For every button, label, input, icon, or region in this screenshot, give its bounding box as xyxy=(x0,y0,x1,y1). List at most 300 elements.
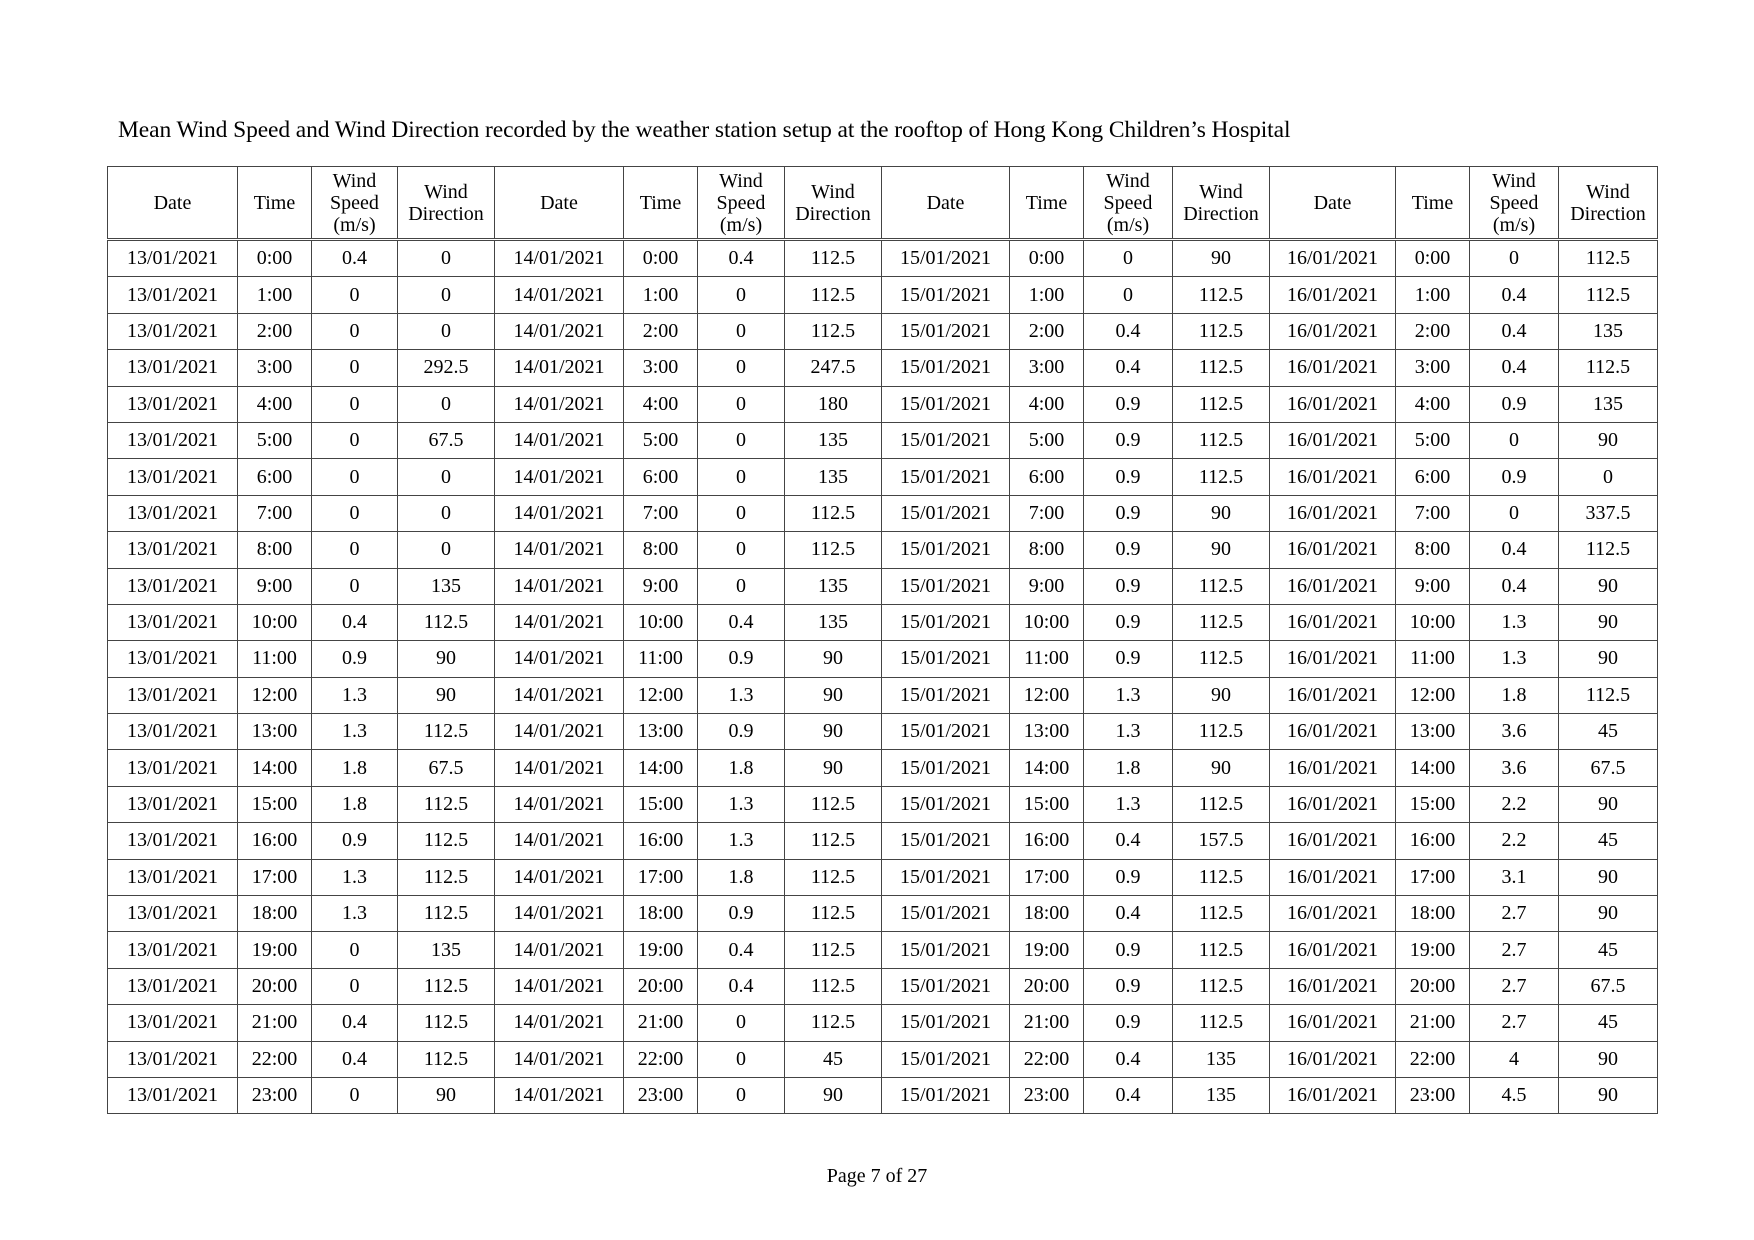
wind-speed-cell: 0.4 xyxy=(312,240,398,277)
table-row xyxy=(108,714,1658,750)
header-date xyxy=(108,167,238,240)
wind-speed-cell: 0 xyxy=(312,459,398,495)
wind-speed-cell: 0.9 xyxy=(1084,422,1173,458)
date-cell: 15/01/2021 xyxy=(882,459,1010,495)
time-cell: 6:00 xyxy=(1010,459,1084,495)
wind-direction-cell: 112.5 xyxy=(1173,968,1270,1004)
wind-speed-cell: 0 xyxy=(1084,240,1173,277)
wind-speed-cell: 1.8 xyxy=(312,750,398,786)
wind-speed-cell: 0.4 xyxy=(312,1005,398,1041)
time-cell: 13:00 xyxy=(624,714,698,750)
date-cell: 14/01/2021 xyxy=(495,313,624,349)
time-cell: 11:00 xyxy=(1010,641,1084,677)
wind-direction-cell: 90 xyxy=(1173,240,1270,277)
time-cell: 11:00 xyxy=(1396,641,1470,677)
wind-speed-cell: 1.3 xyxy=(698,823,785,859)
wind-direction-cell: 0 xyxy=(398,459,495,495)
wind-speed-cell: 0.4 xyxy=(1084,313,1173,349)
date-cell: 15/01/2021 xyxy=(882,968,1010,1004)
wind-direction-cell: 90 xyxy=(1559,786,1658,822)
wind-speed-cell: 0.4 xyxy=(1470,350,1559,386)
wind-direction-cell: 337.5 xyxy=(1559,495,1658,531)
table-row xyxy=(108,859,1658,895)
date-cell: 16/01/2021 xyxy=(1270,277,1396,313)
date-cell: 13/01/2021 xyxy=(108,750,238,786)
wind-direction-cell: 135 xyxy=(785,422,882,458)
wind-speed-cell: 0.9 xyxy=(312,823,398,859)
wind-speed-cell: 1.3 xyxy=(312,677,398,713)
wind-direction-cell: 157.5 xyxy=(1173,823,1270,859)
wind-direction-cell: 67.5 xyxy=(398,750,495,786)
time-cell: 18:00 xyxy=(624,896,698,932)
wind-speed-cell: 1.8 xyxy=(698,859,785,895)
date-cell: 15/01/2021 xyxy=(882,677,1010,713)
header-text: Wind xyxy=(1586,180,1630,203)
time-cell: 2:00 xyxy=(238,313,312,349)
wind-speed-cell: 1.8 xyxy=(1470,677,1559,713)
time-cell: 0:00 xyxy=(1010,240,1084,277)
wind-speed-cell: 0.4 xyxy=(698,932,785,968)
time-cell: 5:00 xyxy=(238,422,312,458)
wind-speed-cell: 0.4 xyxy=(698,968,785,1004)
wind-speed-cell: 1.8 xyxy=(1084,750,1173,786)
header-text: Wind xyxy=(332,169,377,192)
time-cell: 17:00 xyxy=(1010,859,1084,895)
wind-speed-cell: 0 xyxy=(698,313,785,349)
table-row xyxy=(108,495,1658,531)
wind-speed-cell: 0.9 xyxy=(1084,641,1173,677)
date-cell: 16/01/2021 xyxy=(1270,532,1396,568)
header-text: Wind xyxy=(424,180,468,203)
wind-direction-cell: 90 xyxy=(1173,495,1270,531)
time-cell: 17:00 xyxy=(238,859,312,895)
header-text: Wind xyxy=(1106,169,1150,192)
time-cell: 15:00 xyxy=(238,786,312,822)
time-cell: 21:00 xyxy=(1010,1005,1084,1041)
wind-speed-cell: 0 xyxy=(312,313,398,349)
header-time xyxy=(1010,167,1084,240)
table-title: Mean Wind Speed and Wind Direction recorded by the weather station setup at the rooftop of Hong Kong Children’s Hospital xyxy=(118,117,1291,143)
wind-speed-cell: 0.9 xyxy=(1084,459,1173,495)
wind-direction-cell: 112.5 xyxy=(785,240,882,277)
time-cell: 0:00 xyxy=(1396,240,1470,277)
wind-direction-cell: 45 xyxy=(785,1041,882,1077)
wind-speed-cell: 0 xyxy=(698,422,785,458)
time-cell: 22:00 xyxy=(1396,1041,1470,1077)
wind-direction-cell: 112.5 xyxy=(1173,786,1270,822)
date-cell: 14/01/2021 xyxy=(495,750,624,786)
wind-direction-cell: 112.5 xyxy=(785,896,882,932)
time-cell: 2:00 xyxy=(624,313,698,349)
wind-direction-cell: 112.5 xyxy=(398,786,495,822)
wind-speed-cell: 4.5 xyxy=(1470,1077,1559,1113)
header-text: Date xyxy=(540,191,578,214)
time-cell: 0:00 xyxy=(238,240,312,277)
wind-speed-cell: 2.2 xyxy=(1470,823,1559,859)
date-cell: 14/01/2021 xyxy=(495,896,624,932)
wind-direction-cell: 90 xyxy=(1559,896,1658,932)
wind-speed-cell: 0 xyxy=(1470,495,1559,531)
time-cell: 3:00 xyxy=(624,350,698,386)
wind-speed-cell: 0.9 xyxy=(1084,532,1173,568)
time-cell: 10:00 xyxy=(1396,604,1470,640)
table-row xyxy=(108,641,1658,677)
wind-speed-cell: 0.9 xyxy=(1084,859,1173,895)
wind-direction-cell: 180 xyxy=(785,386,882,422)
page-number: Page 7 of 27 xyxy=(826,1165,928,1187)
date-cell: 15/01/2021 xyxy=(882,750,1010,786)
date-cell: 15/01/2021 xyxy=(882,641,1010,677)
header-text: Wind xyxy=(1199,180,1243,203)
wind-speed-cell: 0.4 xyxy=(1084,1041,1173,1077)
wind-speed-cell: 0.4 xyxy=(1084,823,1173,859)
wind-direction-cell: 135 xyxy=(1173,1041,1270,1077)
wind-data-table xyxy=(107,166,1658,1114)
time-cell: 0:00 xyxy=(624,240,698,277)
wind-direction-cell: 112.5 xyxy=(1173,859,1270,895)
time-cell: 1:00 xyxy=(1010,277,1084,313)
date-cell: 16/01/2021 xyxy=(1270,495,1396,531)
time-cell: 21:00 xyxy=(624,1005,698,1041)
time-cell: 7:00 xyxy=(238,495,312,531)
time-cell: 22:00 xyxy=(238,1041,312,1077)
wind-direction-cell: 112.5 xyxy=(1173,459,1270,495)
header-wind-direction xyxy=(785,167,882,240)
date-cell: 15/01/2021 xyxy=(882,386,1010,422)
wind-speed-cell: 1.8 xyxy=(312,786,398,822)
wind-direction-cell: 0 xyxy=(398,240,495,277)
time-cell: 15:00 xyxy=(1396,786,1470,822)
wind-direction-cell: 112.5 xyxy=(1173,386,1270,422)
time-cell: 2:00 xyxy=(1010,313,1084,349)
wind-speed-cell: 0.4 xyxy=(698,240,785,277)
table-row xyxy=(108,677,1658,713)
wind-speed-cell: 1.3 xyxy=(698,786,785,822)
time-cell: 15:00 xyxy=(624,786,698,822)
date-cell: 16/01/2021 xyxy=(1270,604,1396,640)
time-cell: 19:00 xyxy=(1010,932,1084,968)
header-time xyxy=(624,167,698,240)
wind-direction-cell: 112.5 xyxy=(1173,350,1270,386)
wind-speed-cell: 0 xyxy=(1470,422,1559,458)
date-cell: 13/01/2021 xyxy=(108,823,238,859)
time-cell: 12:00 xyxy=(1010,677,1084,713)
time-cell: 22:00 xyxy=(624,1041,698,1077)
header-wind-speed xyxy=(1084,167,1173,240)
wind-speed-cell: 1.3 xyxy=(312,859,398,895)
date-cell: 16/01/2021 xyxy=(1270,568,1396,604)
time-cell: 13:00 xyxy=(1396,714,1470,750)
header-wind-direction xyxy=(398,167,495,240)
time-cell: 15:00 xyxy=(1010,786,1084,822)
date-cell: 13/01/2021 xyxy=(108,1041,238,1077)
table-row xyxy=(108,313,1658,349)
header-text: Direction xyxy=(408,202,484,225)
date-cell: 13/01/2021 xyxy=(108,786,238,822)
wind-speed-cell: 0.4 xyxy=(1084,1077,1173,1113)
date-cell: 14/01/2021 xyxy=(495,932,624,968)
time-cell: 10:00 xyxy=(238,604,312,640)
date-cell: 14/01/2021 xyxy=(495,1041,624,1077)
time-cell: 4:00 xyxy=(1010,386,1084,422)
date-cell: 14/01/2021 xyxy=(495,641,624,677)
header-text: Direction xyxy=(1183,202,1259,225)
time-cell: 6:00 xyxy=(624,459,698,495)
table-row xyxy=(108,896,1658,932)
wind-direction-cell: 45 xyxy=(1559,823,1658,859)
wind-direction-cell: 90 xyxy=(1559,859,1658,895)
time-cell: 3:00 xyxy=(1010,350,1084,386)
date-cell: 13/01/2021 xyxy=(108,240,238,277)
time-cell: 8:00 xyxy=(1396,532,1470,568)
table-row xyxy=(108,386,1658,422)
wind-speed-cell: 1.3 xyxy=(1084,677,1173,713)
date-cell: 13/01/2021 xyxy=(108,677,238,713)
time-cell: 1:00 xyxy=(624,277,698,313)
wind-speed-cell: 2.7 xyxy=(1470,932,1559,968)
time-cell: 8:00 xyxy=(238,532,312,568)
wind-direction-cell: 90 xyxy=(1173,750,1270,786)
wind-direction-cell: 90 xyxy=(1559,604,1658,640)
header-text: (m/s) xyxy=(1106,213,1150,236)
date-cell: 16/01/2021 xyxy=(1270,859,1396,895)
wind-direction-cell: 112.5 xyxy=(1173,896,1270,932)
header-wind-direction xyxy=(1559,167,1658,240)
wind-speed-cell: 0.9 xyxy=(312,641,398,677)
time-cell: 23:00 xyxy=(1010,1077,1084,1113)
wind-speed-cell: 1.3 xyxy=(312,714,398,750)
wind-direction-cell: 90 xyxy=(398,641,495,677)
time-cell: 11:00 xyxy=(238,641,312,677)
header-wind-speed xyxy=(1470,167,1559,240)
date-cell: 16/01/2021 xyxy=(1270,459,1396,495)
wind-direction-cell: 112.5 xyxy=(785,532,882,568)
date-cell: 16/01/2021 xyxy=(1270,641,1396,677)
wind-direction-cell: 45 xyxy=(1559,1005,1658,1041)
wind-direction-cell: 112.5 xyxy=(398,823,495,859)
wind-direction-cell: 90 xyxy=(785,714,882,750)
date-cell: 13/01/2021 xyxy=(108,714,238,750)
date-cell: 13/01/2021 xyxy=(108,1077,238,1113)
time-cell: 4:00 xyxy=(624,386,698,422)
wind-speed-cell: 0.9 xyxy=(1084,932,1173,968)
wind-direction-cell: 90 xyxy=(785,677,882,713)
header-text: Speed xyxy=(716,191,766,214)
wind-direction-cell: 0 xyxy=(398,277,495,313)
date-cell: 14/01/2021 xyxy=(495,1077,624,1113)
wind-direction-cell: 112.5 xyxy=(1173,604,1270,640)
date-cell: 13/01/2021 xyxy=(108,386,238,422)
wind-speed-cell: 0 xyxy=(312,932,398,968)
date-cell: 13/01/2021 xyxy=(108,641,238,677)
wind-direction-cell: 112.5 xyxy=(785,277,882,313)
wind-direction-cell: 67.5 xyxy=(1559,750,1658,786)
wind-speed-cell: 0 xyxy=(698,386,785,422)
date-cell: 15/01/2021 xyxy=(882,277,1010,313)
time-cell: 21:00 xyxy=(1396,1005,1470,1041)
wind-speed-cell: 2.7 xyxy=(1470,1005,1559,1041)
table-row xyxy=(108,568,1658,604)
time-cell: 20:00 xyxy=(238,968,312,1004)
time-cell: 1:00 xyxy=(238,277,312,313)
table-row xyxy=(108,1077,1658,1113)
wind-speed-cell: 0 xyxy=(698,568,785,604)
wind-speed-cell: 0.4 xyxy=(1470,532,1559,568)
wind-speed-cell: 0.9 xyxy=(698,714,785,750)
wind-speed-cell: 3.6 xyxy=(1470,714,1559,750)
time-cell: 3:00 xyxy=(238,350,312,386)
wind-speed-cell: 1.3 xyxy=(312,896,398,932)
header-text: (m/s) xyxy=(1492,213,1536,236)
wind-speed-cell: 0 xyxy=(698,277,785,313)
wind-direction-cell: 112.5 xyxy=(398,968,495,1004)
wind-direction-cell: 112.5 xyxy=(1559,532,1658,568)
time-cell: 18:00 xyxy=(1396,896,1470,932)
date-cell: 15/01/2021 xyxy=(882,422,1010,458)
wind-direction-cell: 0 xyxy=(398,495,495,531)
header-text: Time xyxy=(1025,191,1068,214)
header-text: Wind xyxy=(719,169,763,192)
wind-speed-cell: 2.7 xyxy=(1470,968,1559,1004)
time-cell: 17:00 xyxy=(1396,859,1470,895)
wind-speed-cell: 0.4 xyxy=(1470,568,1559,604)
date-cell: 13/01/2021 xyxy=(108,968,238,1004)
wind-direction-cell: 90 xyxy=(785,1077,882,1113)
date-cell: 15/01/2021 xyxy=(882,1005,1010,1041)
time-cell: 18:00 xyxy=(238,896,312,932)
time-cell: 5:00 xyxy=(1010,422,1084,458)
wind-speed-cell: 0.4 xyxy=(1470,277,1559,313)
wind-direction-cell: 247.5 xyxy=(785,350,882,386)
wind-speed-cell: 0 xyxy=(698,495,785,531)
wind-speed-cell: 0 xyxy=(312,495,398,531)
wind-speed-cell: 0 xyxy=(698,459,785,495)
date-cell: 14/01/2021 xyxy=(495,532,624,568)
wind-direction-cell: 135 xyxy=(1559,386,1658,422)
date-cell: 13/01/2021 xyxy=(108,495,238,531)
wind-direction-cell: 112.5 xyxy=(1173,422,1270,458)
date-cell: 14/01/2021 xyxy=(495,968,624,1004)
wind-speed-cell: 0 xyxy=(312,422,398,458)
date-cell: 16/01/2021 xyxy=(1270,786,1396,822)
date-cell: 13/01/2021 xyxy=(108,896,238,932)
wind-direction-cell: 112.5 xyxy=(1173,313,1270,349)
time-cell: 7:00 xyxy=(1396,495,1470,531)
time-cell: 13:00 xyxy=(1010,714,1084,750)
wind-speed-cell: 0.9 xyxy=(1470,386,1559,422)
date-cell: 15/01/2021 xyxy=(882,1077,1010,1113)
wind-speed-cell: 1.3 xyxy=(1084,786,1173,822)
wind-direction-cell: 112.5 xyxy=(398,1005,495,1041)
table-body xyxy=(108,240,1658,1114)
wind-direction-cell: 112.5 xyxy=(398,859,495,895)
wind-speed-cell: 0.9 xyxy=(1084,968,1173,1004)
header-text: Time xyxy=(253,191,296,214)
date-cell: 16/01/2021 xyxy=(1270,240,1396,277)
wind-direction-cell: 90 xyxy=(1559,1041,1658,1077)
time-cell: 14:00 xyxy=(238,750,312,786)
header-text: Wind xyxy=(811,180,855,203)
wind-direction-cell: 292.5 xyxy=(398,350,495,386)
time-cell: 16:00 xyxy=(238,823,312,859)
header-text: (m/s) xyxy=(333,213,376,236)
time-cell: 3:00 xyxy=(1396,350,1470,386)
header-text: Direction xyxy=(795,202,871,225)
date-cell: 14/01/2021 xyxy=(495,277,624,313)
wind-direction-cell: 45 xyxy=(1559,714,1658,750)
wind-direction-cell: 90 xyxy=(785,641,882,677)
table-row xyxy=(108,350,1658,386)
wind-direction-cell: 67.5 xyxy=(1559,968,1658,1004)
time-cell: 19:00 xyxy=(1396,932,1470,968)
time-cell: 16:00 xyxy=(624,823,698,859)
header-text: Time xyxy=(639,191,682,214)
header-text: Date xyxy=(926,191,965,214)
wind-direction-cell: 0 xyxy=(398,532,495,568)
wind-direction-cell: 112.5 xyxy=(1173,1005,1270,1041)
wind-direction-cell: 135 xyxy=(1559,313,1658,349)
time-cell: 8:00 xyxy=(624,532,698,568)
date-cell: 16/01/2021 xyxy=(1270,1077,1396,1113)
wind-direction-cell: 112.5 xyxy=(1173,641,1270,677)
wind-speed-cell: 3.1 xyxy=(1470,859,1559,895)
wind-direction-cell: 112.5 xyxy=(1173,568,1270,604)
wind-speed-cell: 0 xyxy=(312,277,398,313)
date-cell: 13/01/2021 xyxy=(108,277,238,313)
date-cell: 13/01/2021 xyxy=(108,532,238,568)
date-cell: 13/01/2021 xyxy=(108,568,238,604)
date-cell: 16/01/2021 xyxy=(1270,386,1396,422)
date-cell: 15/01/2021 xyxy=(882,313,1010,349)
date-cell: 16/01/2021 xyxy=(1270,313,1396,349)
time-cell: 20:00 xyxy=(1010,968,1084,1004)
time-cell: 22:00 xyxy=(1010,1041,1084,1077)
date-cell: 16/01/2021 xyxy=(1270,896,1396,932)
date-cell: 14/01/2021 xyxy=(495,459,624,495)
wind-speed-cell: 1.3 xyxy=(1470,641,1559,677)
time-cell: 12:00 xyxy=(1396,677,1470,713)
time-cell: 5:00 xyxy=(624,422,698,458)
wind-direction-cell: 135 xyxy=(785,459,882,495)
date-cell: 14/01/2021 xyxy=(495,568,624,604)
wind-direction-cell: 112.5 xyxy=(398,896,495,932)
date-cell: 15/01/2021 xyxy=(882,532,1010,568)
wind-direction-cell: 45 xyxy=(1559,932,1658,968)
wind-speed-cell: 0.4 xyxy=(1084,896,1173,932)
table-row xyxy=(108,459,1658,495)
date-cell: 16/01/2021 xyxy=(1270,750,1396,786)
date-cell: 15/01/2021 xyxy=(882,859,1010,895)
wind-speed-cell: 0.9 xyxy=(1084,604,1173,640)
time-cell: 20:00 xyxy=(1396,968,1470,1004)
wind-direction-cell: 112.5 xyxy=(1173,932,1270,968)
header-text: Wind xyxy=(1492,169,1536,192)
table-row xyxy=(108,532,1658,568)
date-cell: 16/01/2021 xyxy=(1270,350,1396,386)
header-time xyxy=(1396,167,1470,240)
wind-direction-cell: 67.5 xyxy=(398,422,495,458)
time-cell: 20:00 xyxy=(624,968,698,1004)
time-cell: 10:00 xyxy=(1010,604,1084,640)
wind-direction-cell: 90 xyxy=(1173,677,1270,713)
wind-direction-cell: 112.5 xyxy=(1559,277,1658,313)
table-row xyxy=(108,932,1658,968)
wind-direction-cell: 112.5 xyxy=(398,714,495,750)
wind-direction-cell: 112.5 xyxy=(1559,677,1658,713)
date-cell: 16/01/2021 xyxy=(1270,714,1396,750)
date-cell: 13/01/2021 xyxy=(108,604,238,640)
date-cell: 13/01/2021 xyxy=(108,459,238,495)
